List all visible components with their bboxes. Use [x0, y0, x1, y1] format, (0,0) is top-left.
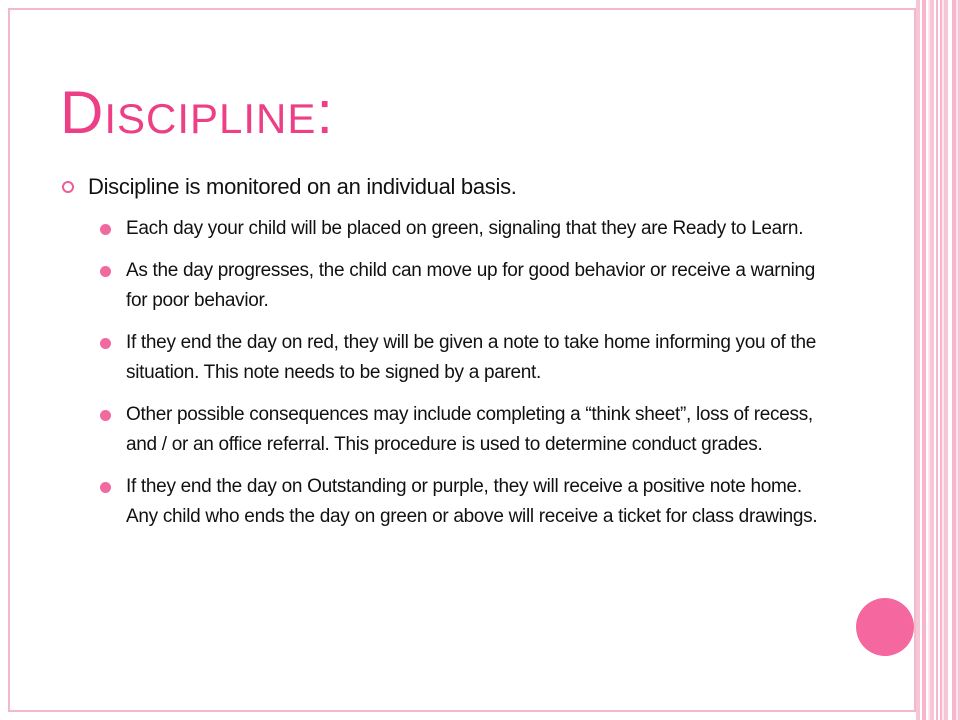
- dot-bullet-icon: [100, 410, 111, 421]
- decorative-stripes: [916, 0, 960, 720]
- stripe-divider: [950, 0, 952, 720]
- sub-bullet: [62, 214, 832, 244]
- dot-bullet-icon: [100, 224, 111, 235]
- sub-bullet: [62, 328, 832, 388]
- sub-bullet-text: If they end the day on Outstanding or purple, they will receive a positive note home. Any child who ends the day on green or above will receive a ticket for class drawings.: [126, 476, 818, 527]
- stripe-divider: [938, 0, 940, 720]
- sub-bullet-text: As the day progresses, the child can move up for good behavior or receive a warning for poor behavior.: [126, 260, 816, 311]
- main-bullet-text: Discipline is monitored on an individual basis.: [88, 174, 517, 199]
- dot-bullet-icon: [100, 482, 111, 493]
- slide-title: Discipline:: [60, 79, 335, 146]
- sub-bullet-text: Other possible consequences may include completing a “think sheet”, loss of recess, and / or an office referral. This procedure is used to determine conduct grades.: [126, 404, 813, 455]
- stripe-divider: [926, 0, 928, 720]
- decorative-circle: [856, 598, 914, 656]
- main-bullet: [62, 172, 832, 202]
- sub-bullet: [62, 400, 832, 460]
- sub-bullet-text: If they end the day on red, they will be given a note to take home informing you of the situation. This note needs to be signed by a parent.: [126, 332, 817, 383]
- ring-bullet-icon: [62, 181, 74, 193]
- sub-bullet: [62, 472, 832, 532]
- slide-content: [62, 172, 832, 544]
- dot-bullet-icon: [100, 338, 111, 349]
- sub-bullet-list: [62, 214, 832, 532]
- sub-bullet-text: Each day your child will be placed on green, signaling that they are Ready to Learn.: [126, 218, 804, 239]
- sub-bullet: [62, 256, 832, 316]
- dot-bullet-icon: [100, 266, 111, 277]
